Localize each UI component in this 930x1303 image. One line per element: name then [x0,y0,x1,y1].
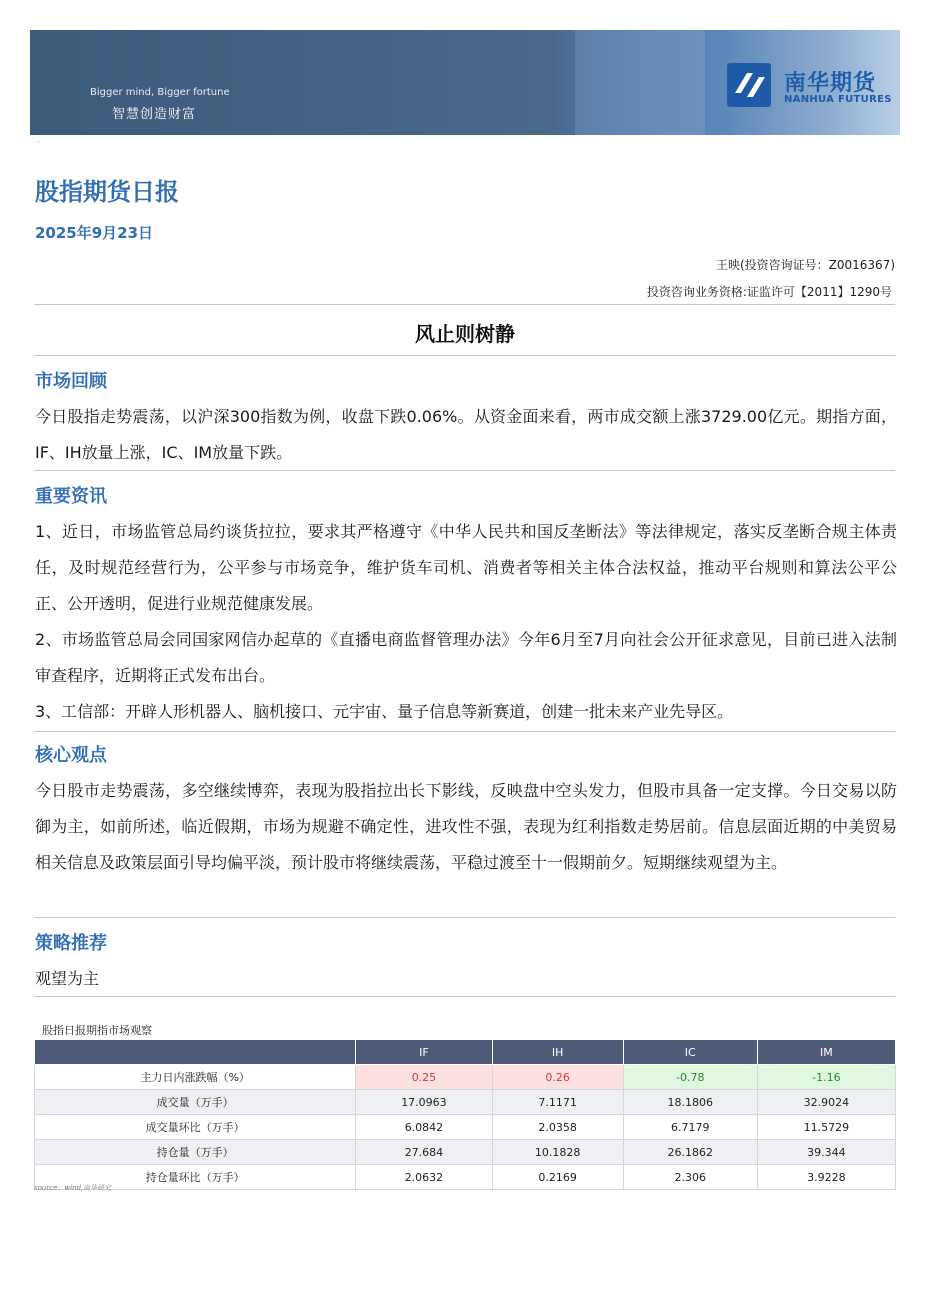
table-row [35,1140,896,1165]
table-cell: 32.9024 [757,1090,895,1115]
section-heading-view: 核心观点 [35,745,107,766]
strategy-text: 观望为主 [35,969,100,988]
table-cell: 10.1828 [492,1140,623,1165]
column-header: IC [623,1040,757,1065]
table-cell: 2.0632 [356,1165,492,1190]
banner-stripe [575,30,705,135]
table-cell: 0.2169 [492,1165,623,1190]
table-row [35,1065,896,1090]
table-cell: 2.0358 [492,1115,623,1140]
divider [34,731,895,732]
table-cell: -0.78 [623,1065,757,1090]
row-label: 持仓量（万手） [35,1140,356,1165]
news-item: 2、市场监管总局会同国家网信办起草的《直播电商监督管理办法》今年6月至7月向社会公开征求意见，目前已进入法制审查程序，近期将正式发布出台。 [35,630,897,685]
column-header: IH [492,1040,623,1065]
analyst-info: 王映(投资咨询证号：Z0016367) [715,258,895,272]
market-table [34,1039,896,1190]
view-text: 今日股市走势震荡，多空继续博弈，表现为股指拉出长下影线，反映盘中空头发力，但股市具备一定支撑。今日交易以防御为主，如前所述，临近假期，市场为规避不确定性，进攻性不强，表现为红利指数走势居前。信息层面近期的中美贸易相关信息及政策层面引导均偏平淡，预计股市将继续震荡，平稳过渡至十一假期前夕。短期继续观望为主。 [35,781,897,872]
column-header: IF [356,1040,492,1065]
report-headline: 风止则树静 [415,322,515,346]
table-source: source：wind,南华研究 [34,1184,112,1192]
table-cell: 18.1806 [623,1090,757,1115]
table-cell: 27.684 [356,1140,492,1165]
page-marker: · [37,138,40,147]
table-row [35,1165,896,1190]
report-title: 股指期货日报 [35,178,179,206]
slogan-cn: 智慧创造财富 [112,107,197,122]
row-label: 持仓量环比（万手） [35,1165,356,1190]
divider [34,917,895,918]
table-cell: 26.1862 [623,1140,757,1165]
table-cell: 0.25 [356,1065,492,1090]
table-cell: 39.344 [757,1140,895,1165]
divider [34,304,895,305]
news-item: 1、近日，市场监管总局约谈货拉拉，要求其严格遵守《中华人民共和国反垄断法》等法律规定，落实反垄断合规主体责任，及时规范经营行为，公平参与市场竞争，维护货车司机、消费者等相关主体合法权益，推动平台规则和算法公平公正、公开透明，促进行业规范健康发展。 [35,522,897,613]
license-info: 投资咨询业务资格:证监许可【2011】1290号 [646,285,892,299]
divider [34,470,895,471]
table-cell: 6.0842 [356,1115,492,1140]
column-header: IM [757,1040,895,1065]
table-cell: -1.16 [757,1065,895,1090]
logo-text-cn: 南华期货 [784,71,877,96]
section-heading-strategy: 策略推荐 [35,933,107,954]
table-cell: 0.26 [492,1065,623,1090]
report-date: 2025年9月23日 [35,224,154,242]
row-label: 成交量（万手） [35,1090,356,1115]
divider [34,355,895,356]
table-row [35,1115,896,1140]
row-label: 主力日内涨跌幅（%） [35,1065,356,1090]
divider [34,996,895,997]
section-heading-news: 重要资讯 [35,486,107,507]
header-banner [30,30,900,135]
logo-text-en: NANHUA FUTURES [784,94,892,105]
table-cell: 2.306 [623,1165,757,1190]
table-cell: 7.1171 [492,1090,623,1115]
table-cell: 6.7179 [623,1115,757,1140]
row-label: 成交量环比（万手） [35,1115,356,1140]
table-cell: 17.0963 [356,1090,492,1115]
table-row [35,1090,896,1115]
nanhua-logo-icon [727,63,771,107]
news-item: 3、工信部：开辟人形机器人、脑机接口、元宇宙、量子信息等新赛道，创建一批未来产业先导区。 [35,702,734,721]
section-heading-review: 市场回顾 [35,371,107,392]
table-header-row [35,1040,896,1065]
column-header [35,1040,356,1065]
table-caption: 股指日报期指市场观察 [42,1024,152,1037]
slogan-en: Bigger mind, Bigger fortune [90,87,230,98]
table-cell: 11.5729 [757,1115,895,1140]
table-cell: 3.9228 [757,1165,895,1190]
review-text: 今日股指走势震荡，以沪深300指数为例，收盘下跌0.06%。从资金面来看，两市成交额上涨3729.00亿元。期指方面，IF、IH放量上涨，IC、IM放量下跌。 [35,407,897,462]
